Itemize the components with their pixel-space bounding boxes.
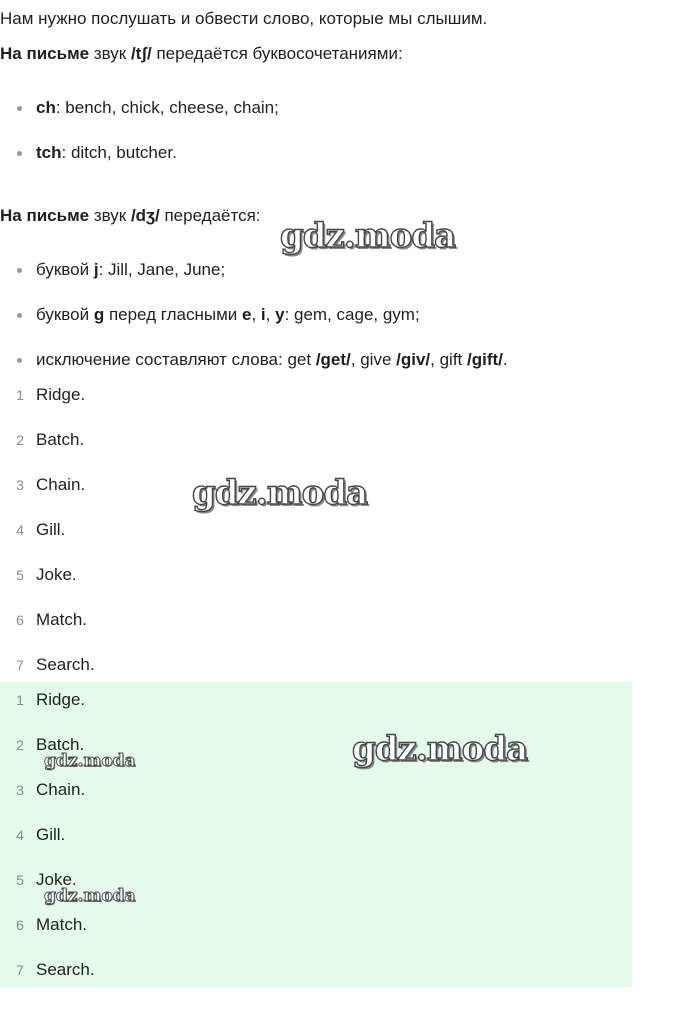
item-number: 2	[16, 737, 24, 753]
intro-text: Нам нужно послушать и обвести слово, которые мы слышим.	[0, 9, 488, 28]
item-number: 3	[16, 782, 24, 798]
dz-rule: На письме звук /dʒ/ передаётся:	[0, 206, 261, 225]
item-word: Match.	[36, 915, 88, 934]
watermark-logo: gdz.moda	[280, 216, 456, 256]
item-word: Chain.	[36, 780, 86, 799]
watermark-logo: gdz.moda	[352, 729, 528, 769]
list-item	[8, 824, 308, 846]
ch-rule: На письме звук /tʃ/ передаётся буквосочетаниями:	[0, 44, 403, 63]
watermark-logo: gdz.moda	[44, 886, 136, 906]
list-item	[8, 609, 308, 631]
list-item: буквой g перед гласными e, i, y: gem, cage, gym;	[0, 304, 640, 326]
list-item	[8, 384, 308, 406]
list-item	[8, 689, 308, 711]
rule-bold: На письме	[0, 44, 90, 63]
watermark-logo: gdz.moda	[44, 751, 136, 771]
list-item: буквой j: Jill, Jane, June;	[0, 259, 640, 281]
item-number: 4	[16, 827, 24, 843]
list-item	[8, 654, 308, 676]
item-word: Search.	[36, 655, 95, 674]
item-number: 7	[16, 962, 24, 978]
bullet-icon	[17, 151, 22, 156]
item-word: Joke.	[36, 870, 77, 889]
item-word: Gill.	[36, 520, 66, 539]
item-number: 7	[16, 657, 24, 673]
list-item	[8, 519, 308, 541]
list-item: ch: bench, chick, cheese, chain;	[0, 97, 600, 119]
item-number: 5	[16, 872, 24, 888]
list-item	[8, 959, 308, 981]
item-word: Chain.	[36, 475, 86, 494]
watermark-logo: gdz.moda	[192, 473, 368, 513]
list-item: tch: ditch, butcher.	[0, 142, 600, 164]
item-word: Gill.	[36, 825, 66, 844]
bullet-icon	[17, 268, 22, 273]
item-word: Ridge.	[36, 690, 86, 709]
list-item	[8, 779, 308, 801]
item-number: 1	[16, 692, 24, 708]
item-number: 3	[16, 477, 24, 493]
item-word: Match.	[36, 610, 88, 629]
bullet-icon	[17, 313, 22, 318]
item-word: Joke.	[36, 565, 77, 584]
item-number: 6	[16, 612, 24, 628]
list-item	[8, 429, 308, 451]
item-number: 5	[16, 567, 24, 583]
item-word: Ridge.	[36, 385, 86, 404]
item-number: 1	[16, 387, 24, 403]
item-number: 6	[16, 917, 24, 933]
item-number: 2	[16, 432, 24, 448]
list-item	[8, 914, 308, 936]
item-word: Batch.	[36, 430, 85, 449]
item-word: Search.	[36, 960, 95, 979]
list-item	[8, 564, 308, 586]
item-number: 4	[16, 522, 24, 538]
item-word: Batch.	[36, 735, 85, 754]
bullet-icon	[17, 106, 22, 111]
bullet-icon	[17, 358, 22, 363]
list-item: исключение составляют слова: get /get/, give /giv/, gift /gift/.	[0, 349, 640, 371]
